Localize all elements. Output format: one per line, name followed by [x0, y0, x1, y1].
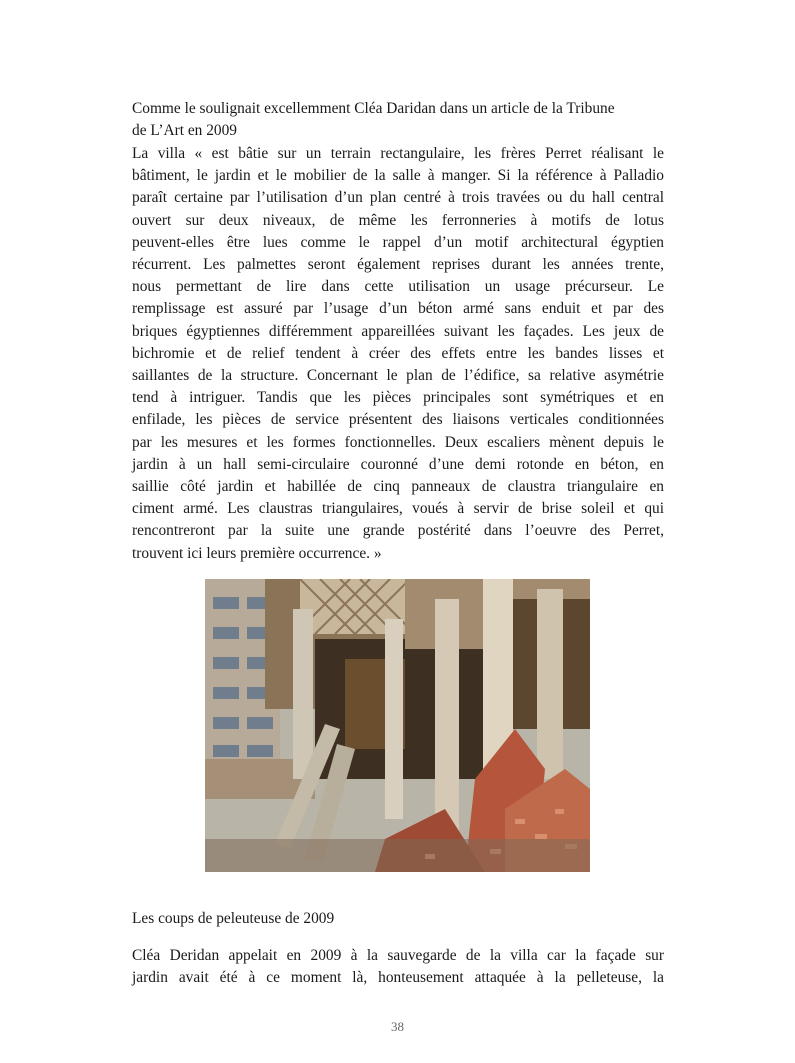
- page-number: 38: [391, 1019, 404, 1034]
- section-caption: [132, 908, 664, 930]
- text-line: bichromie et de relief tendent à créer des effets entre les bandes lisses et: [132, 344, 664, 362]
- closing-paragraph: [132, 945, 664, 989]
- text-line: de L’Art en 2009: [132, 122, 238, 140]
- text-line: jardin à un hall semi-circulaire couronné d’une demi rotonde en béton, en: [132, 455, 664, 473]
- photo-illustration: [205, 579, 590, 872]
- text-line: par les mesures et les formes fonctionnelles. Deux escaliers mènent depuis le: [132, 433, 664, 451]
- text-line: saillie côté jardin et habillée de cinq panneaux de claustra triangulaire en: [132, 478, 664, 496]
- text-line: récurrent. Les palmettes seront également reprises durant les années trente,: [132, 256, 664, 274]
- text-line: briques égyptiennes différemment appareillées suivant les façades. Les jeux de: [132, 322, 664, 340]
- text-line: enfilade, les pièces de service présentent des liaisons verticales conditionnées: [132, 411, 664, 429]
- intro-paragraph: [132, 98, 664, 142]
- caption-text: Les coups de peleuteuse de 2009: [132, 910, 335, 927]
- text-line: rencontreront par la suite une grande postérité dans l’oeuvre des Perret,: [132, 522, 664, 540]
- text-line: jardin avait été à ce moment là, honteusement attaquée à la pelleteuse, la: [132, 969, 664, 987]
- text-line: ciment armé. Les claustras triangulaires, voués à servir de brise soleil et qui: [132, 500, 664, 518]
- text-line: Comme le soulignait excellemment Cléa Daridan dans un article de la Tribune: [132, 100, 615, 117]
- text-line: trouvent ici leurs première occurrence. »: [132, 544, 382, 562]
- demolished-villa-photo: [205, 579, 590, 872]
- text-line: tend à intriguer. Tandis que les pièces principales sont symétriques et en: [132, 389, 664, 407]
- text-line: saillantes de la structure. Concernant le plan de l’édifice, sa relative asymétrie: [132, 367, 664, 385]
- text-line: ouvert sur deux niveaux, de même les ferronneries à motifs de lotus: [132, 211, 664, 229]
- text-line: remplissage est assuré par l’usage d’un béton armé sans enduit et par des: [132, 300, 664, 318]
- text-line: paraît certaine par l’utilisation d’un plan centré à trois travées ou du hall central: [132, 189, 664, 207]
- quoted-paragraph: [132, 143, 664, 565]
- text-line: La villa « est bâtie sur un terrain rectangulaire, les frères Perret réalisant le: [132, 145, 664, 162]
- text-line: Cléa Deridan appelait en 2009 à la sauvegarde de la villa car la façade sur: [132, 947, 664, 964]
- text-line: peuvent-elles être lues comme le rappel d’un motif architectural égyptien: [132, 233, 664, 251]
- text-line: nous permettant de lire dans cette utilisation un usage précurseur. Le: [132, 278, 664, 296]
- text-line: bâtiment, le jardin et le mobilier de la salle à manger. Si la référence à Palladio: [132, 167, 664, 185]
